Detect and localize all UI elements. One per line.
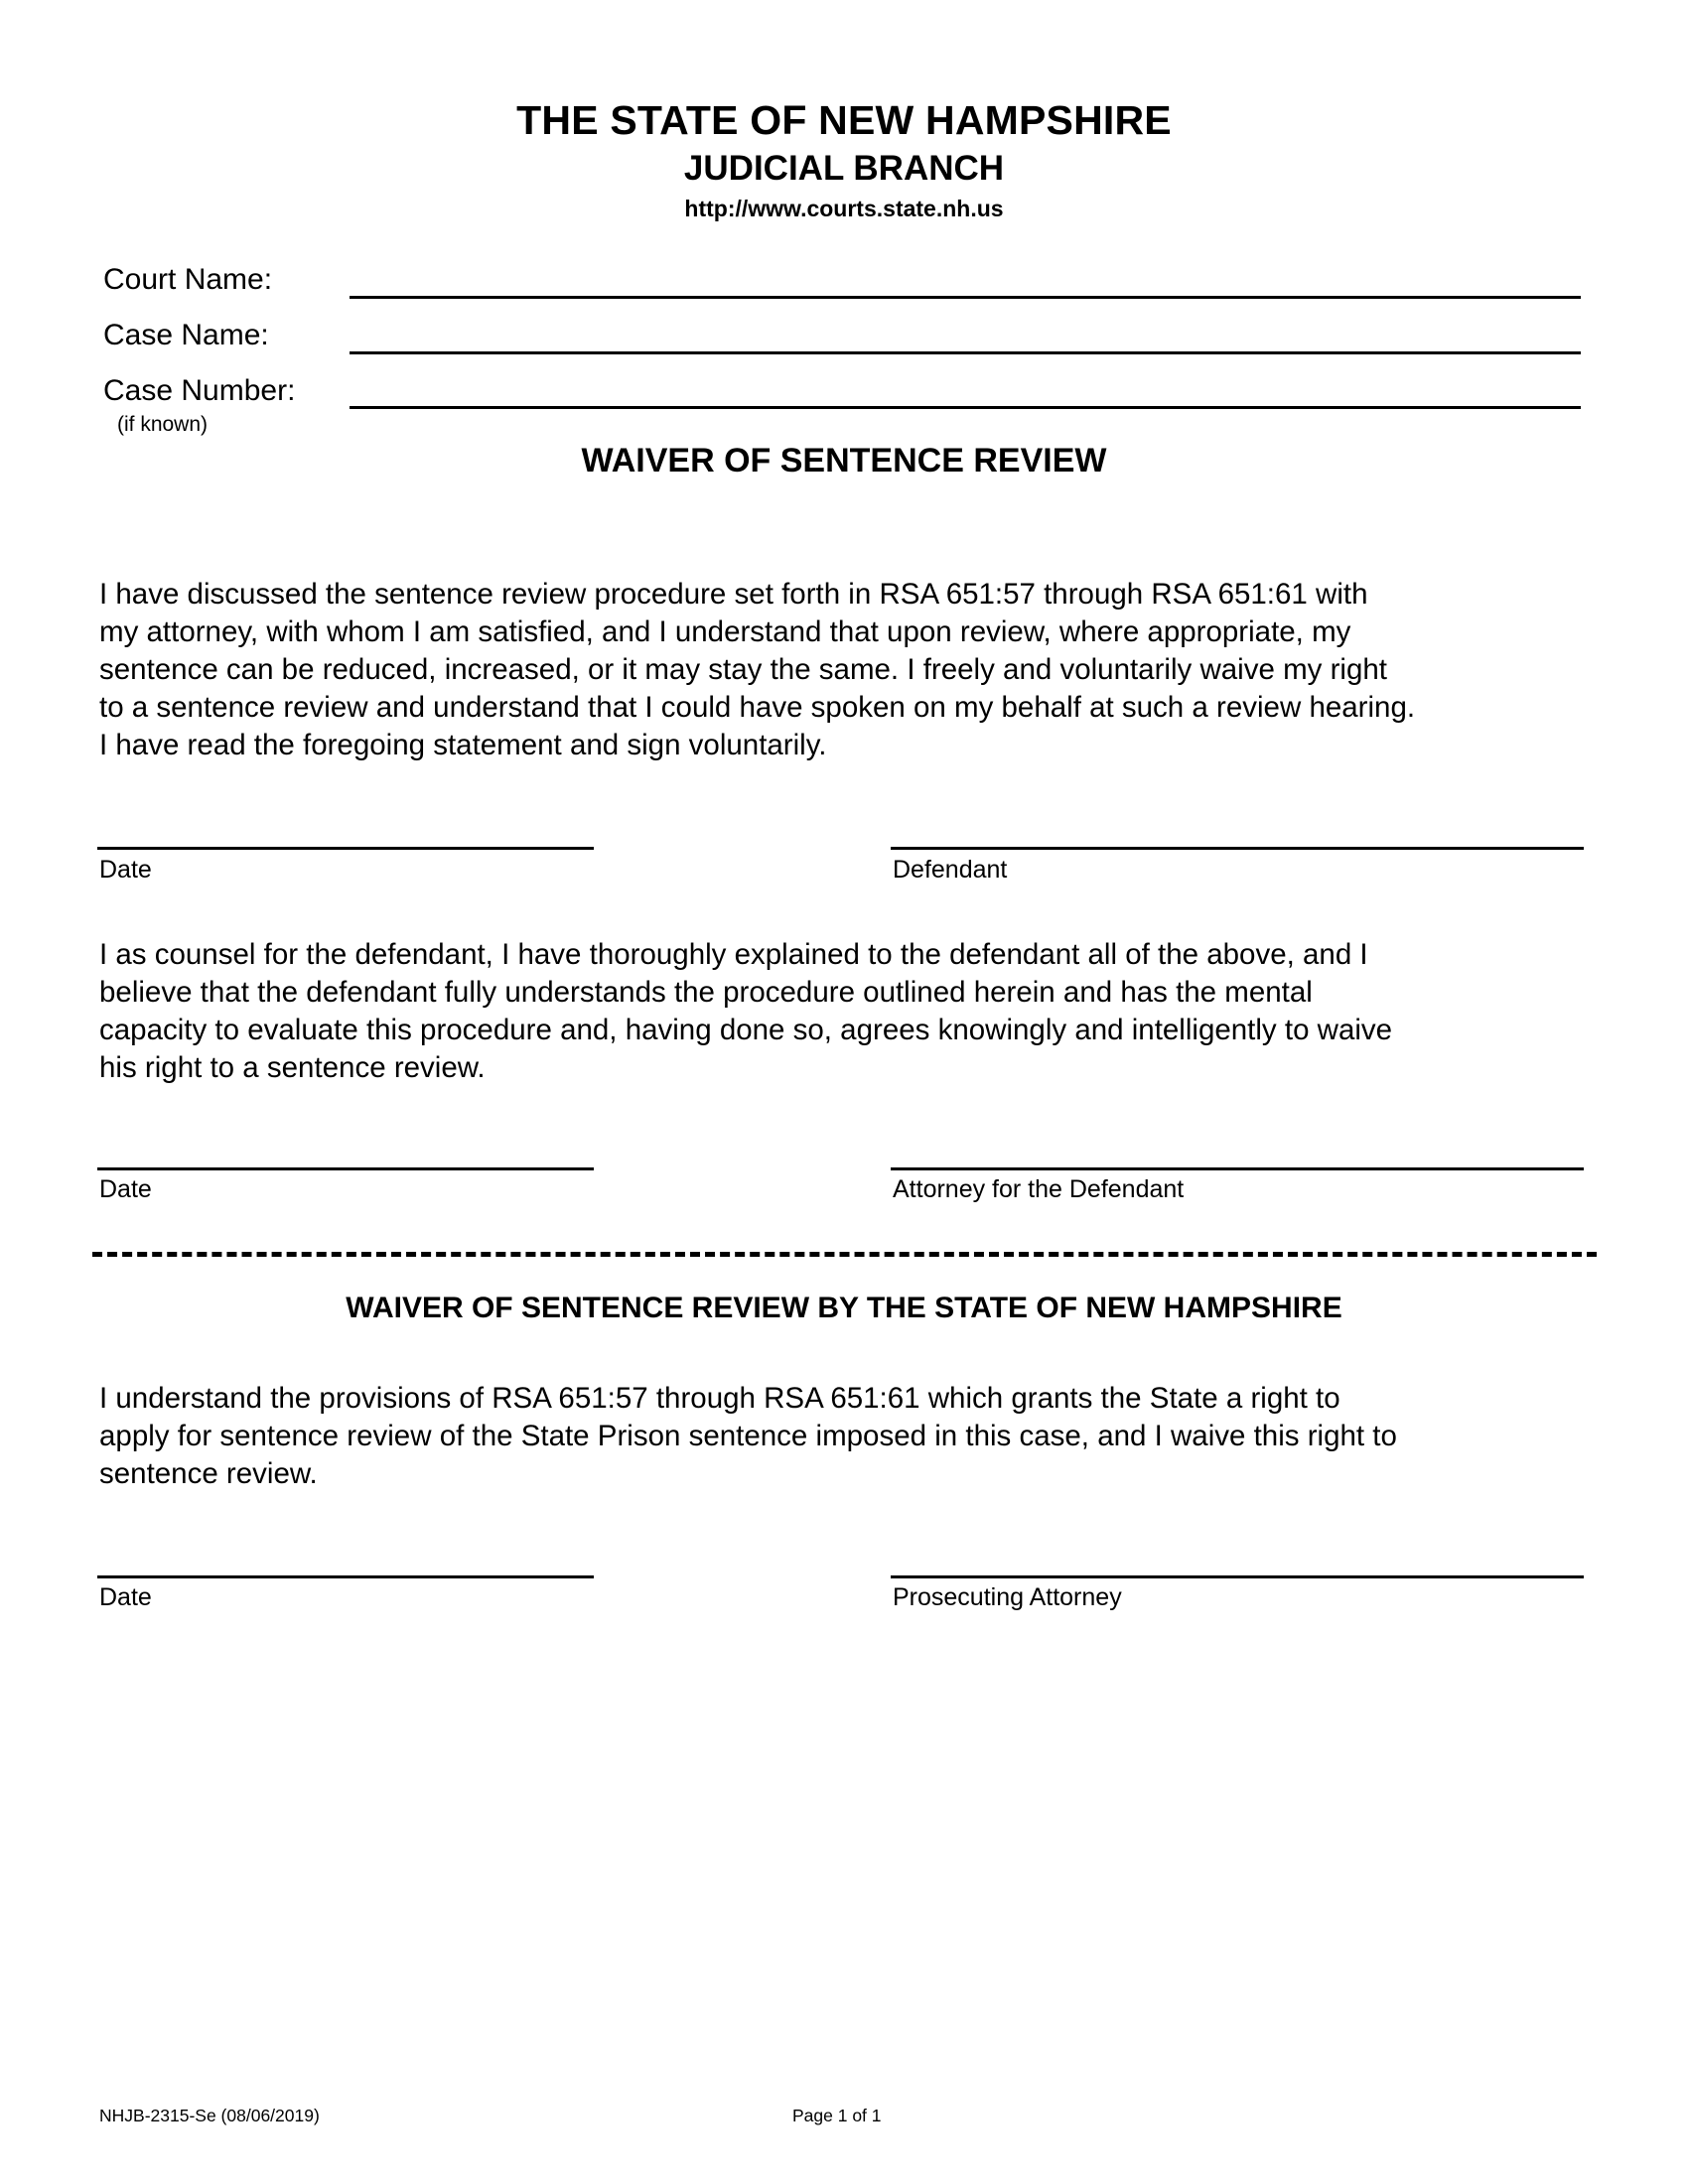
prosecutor-date-label: Date xyxy=(99,1583,152,1611)
prosecutor-date-line[interactable] xyxy=(97,1575,594,1578)
state-statement xyxy=(99,1380,1589,1493)
case-number-note: (if known) xyxy=(117,413,209,436)
attorney-signature-label: Attorney for the Defendant xyxy=(893,1175,1185,1203)
paragraph-line: my attorney, with whom I am satisfied, and I understand that upon review, where appropriate, my xyxy=(99,615,1351,648)
case-number-label: Case Number: xyxy=(103,374,296,407)
section-title-state-waiver: WAIVER OF SENTENCE REVIEW BY THE STATE OF NEW HAMPSHIRE xyxy=(346,1292,1342,1324)
paragraph-line: believe that the defendant fully understands the procedure outlined herein and has the mental xyxy=(99,976,1313,1009)
paragraph-line: I as counsel for the defendant, I have thoroughly explained to the defendant all of the above, and I xyxy=(99,938,1368,971)
attorney-date-line[interactable] xyxy=(97,1167,594,1170)
case-name-field[interactable] xyxy=(350,351,1581,354)
page-number: Page 1 of 1 xyxy=(792,2106,882,2125)
counsel-statement xyxy=(99,936,1589,1087)
paragraph-line: sentence can be reduced, increased, or it may stay the same. I freely and voluntarily waive my right xyxy=(99,653,1387,686)
defendant-date-line[interactable] xyxy=(97,847,594,850)
dashed-separator xyxy=(92,1252,1597,1257)
paragraph-line: capacity to evaluate this procedure and, having done so, agrees knowingly and intelligently to waive xyxy=(99,1014,1393,1046)
defendant-statement xyxy=(99,576,1589,764)
court-name-field[interactable] xyxy=(350,296,1581,299)
state-title: THE STATE OF NEW HAMPSHIRE xyxy=(516,97,1172,143)
defendant-signature-line[interactable] xyxy=(891,847,1584,850)
prosecutor-signature-label: Prosecuting Attorney xyxy=(893,1583,1122,1611)
case-number-field[interactable] xyxy=(350,406,1581,409)
form-id: NHJB-2315-Se (08/06/2019) xyxy=(99,2106,320,2125)
branch-title: JUDICIAL BRANCH xyxy=(683,149,1005,188)
paragraph-line: to a sentence review and understand that I could have spoken on my behalf at such a review hearing. xyxy=(99,691,1416,724)
court-url: http://www.courts.state.nh.us xyxy=(684,196,1004,221)
prosecutor-signature-line[interactable] xyxy=(891,1575,1584,1578)
attorney-date-label: Date xyxy=(99,1175,152,1203)
section-title-waiver: WAIVER OF SENTENCE REVIEW xyxy=(581,442,1107,479)
paragraph-line: I understand the provisions of RSA 651:57 through RSA 651:61 which grants the State a right to xyxy=(99,1382,1340,1415)
paragraph-line: I have read the foregoing statement and sign voluntarily. xyxy=(99,729,827,761)
paragraph-line: sentence review. xyxy=(99,1457,318,1490)
court-name-label: Court Name: xyxy=(103,263,273,296)
defendant-date-label: Date xyxy=(99,856,152,884)
attorney-signature-line[interactable] xyxy=(891,1167,1584,1170)
case-name-label: Case Name: xyxy=(103,319,269,351)
paragraph-line: I have discussed the sentence review procedure set forth in RSA 651:57 through RSA 651:61 with xyxy=(99,578,1368,611)
defendant-signature-label: Defendant xyxy=(893,856,1008,884)
paragraph-line: apply for sentence review of the State Prison sentence imposed in this case, and I waive this right to xyxy=(99,1420,1397,1452)
paragraph-line: his right to a sentence review. xyxy=(99,1051,486,1084)
